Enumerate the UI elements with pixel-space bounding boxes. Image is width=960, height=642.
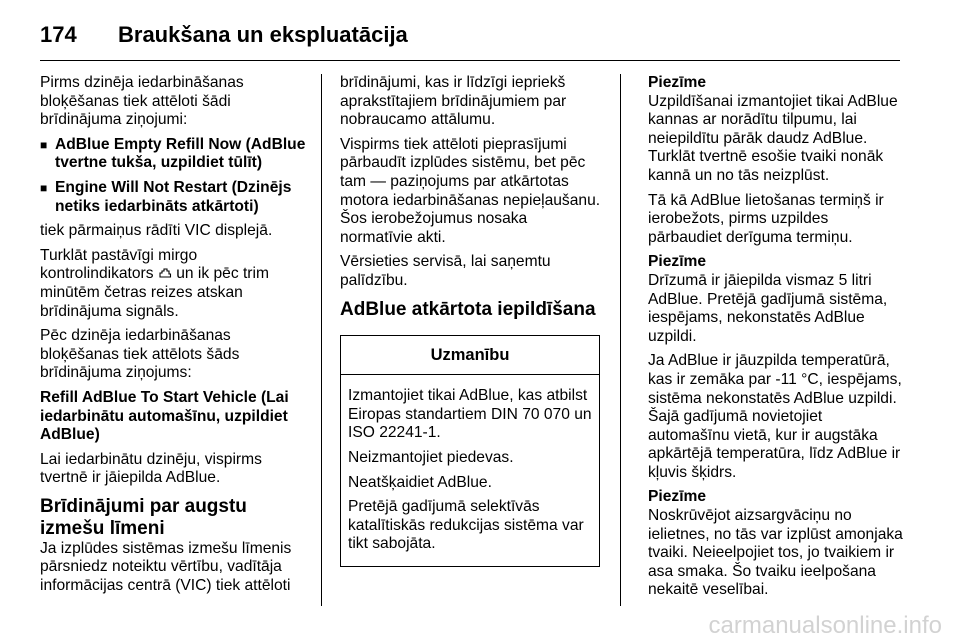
engine-check-icon: [158, 266, 172, 280]
paragraph: Lai iedarbinātu dzinēju, vispirms tvertnē ir jāiepilda AdBlue.: [40, 450, 262, 487]
paragraph-text: Turklāt pastāvīgi mirgo kontrolindikators: [40, 246, 198, 283]
column-left: [40, 74, 308, 602]
list-item-text: Engine Will Not Restart (Dzinējs netiks iedarbināts atkārtoti): [55, 178, 292, 215]
paragraph: Pirms dzinēja iedarbināšanas bloķēšanas tiek attēloti šādi brīdinājuma ziņojumi:: [40, 74, 244, 129]
column-right: [648, 74, 906, 606]
page-title: Braukšana un ekspluatācija: [118, 22, 408, 47]
note-heading: Piezīme: [648, 488, 707, 506]
paragraph: Vērsieties servisā, lai saņemtu palīdzību.: [340, 253, 551, 289]
section-heading: AdBlue atkārtota iepildīšana: [340, 298, 596, 320]
paragraph: Pēc dzinēja iedarbināšanas bloķēšanas tiek attēlots šāds brīdinājuma ziņojums:: [40, 327, 240, 382]
paragraph: Drīzumā ir jāiepilda vismaz 5 litri AdBlue. Pretējā gadījumā sistēma, iespējams, nekonstatēs AdBlue uzpildi.: [648, 271, 888, 345]
paragraph: Refill AdBlue To Start Vehicle (Lai iedarbinātu automašīnu, uzpildiet AdBlue): [40, 388, 289, 444]
column-divider: [620, 74, 621, 606]
page-header: [40, 14, 900, 56]
paragraph: Vispirms tiek attēloti pieprasījumi pārbaudīt izplūdes sistēmu, bet pēc tam — paziņojums par atkārtotas motora iedarbināšanas nepieļaušanu. Šos ierobežojumus nosaka normatīvie akti.: [340, 135, 601, 246]
paragraph: tiek pārmaiņus rādīti VIC displejā.: [40, 222, 273, 240]
list-item: [40, 136, 308, 173]
paragraph: Izmantojiet tikai AdBlue, kas atbilst Eiropas standartiem DIN 70 070 un ISO 22241-1.: [348, 387, 592, 442]
paragraph-text: un ik pēc trim minūtēm četras reizes atskan brīdinājuma signāls.: [40, 265, 269, 320]
paragraph: Tā kā AdBlue lietošanas termiņš ir ierobežots, pirms uzpildes pārbaudiet derīguma termiņu.: [648, 191, 884, 246]
paragraph: Uzpildīšanai izmantojiet tikai AdBlue kannas ar norādītu tilpumu, lai neiepildītu pārāk daudz AdBlue. Turklāt tvertnē esošie tvaiki nonāk kannā un no tās neizplūst.: [648, 92, 898, 184]
caution-title: Uzmanību: [341, 336, 599, 376]
page-number: 174: [40, 22, 77, 47]
note-heading: Piezīme: [648, 74, 707, 91]
note-heading: Piezīme: [648, 253, 707, 271]
paragraph: Neatšķaidiet AdBlue.: [348, 473, 492, 491]
caution-body: [341, 375, 599, 566]
paragraph: Pretējā gadījumā selektīvās katalītiskās redukcijas sistēma var tikt sabojāta.: [348, 498, 584, 553]
list-item-text: AdBlue Empty Refill Now (AdBlue tvertne tukša, uzpildiet tūlīt): [55, 135, 306, 172]
paragraph: Neizmantojiet piedevas.: [348, 448, 514, 466]
caution-box: [340, 335, 600, 567]
paragraph: [40, 247, 308, 321]
paragraph: Ja izplūdes sistēmas izmešu līmenis pārsniedz noteiktu vērtību, vadītāja informācijas centrā (VIC) tiek attēloti: [40, 539, 292, 595]
column-divider: [321, 74, 322, 606]
paragraph: Ja AdBlue ir jāuzpilda temperatūrā, kas ir zemāka par -11 °C, iespējams, sistēma nekonstatēs AdBlue uzpildi. Šajā gadījumā novietojiet automašīnu vietā, kur ir augstāka apkārtējā temperatūra, līdz AdBlue ir kļuvis šķidrs.: [648, 352, 902, 481]
bullet-square-icon: ■: [40, 180, 48, 195]
section-heading: Brīdinājumi par augstu izmešu līmeni: [40, 495, 247, 539]
watermark: carmanualsonline.info: [708, 612, 942, 639]
column-middle: [340, 74, 602, 567]
list-item: [40, 179, 308, 216]
paragraph: brīdinājumi, kas ir līdzīgi iepriekš aprakstītajiem brīdinājumiem par nobraucamo attālumu.: [340, 74, 567, 129]
bullet-square-icon: ■: [40, 137, 48, 152]
header-divider: [40, 60, 900, 61]
paragraph: Noskrūvējot aizsargvāciņu no ielietnes, no tās var izplūst amonjaka tvaiki. Neieelpojiet tos, jo tvaikiem ir asa smaka. Šo tvaiku ieelpošana nekaitē veselībai.: [648, 507, 903, 599]
